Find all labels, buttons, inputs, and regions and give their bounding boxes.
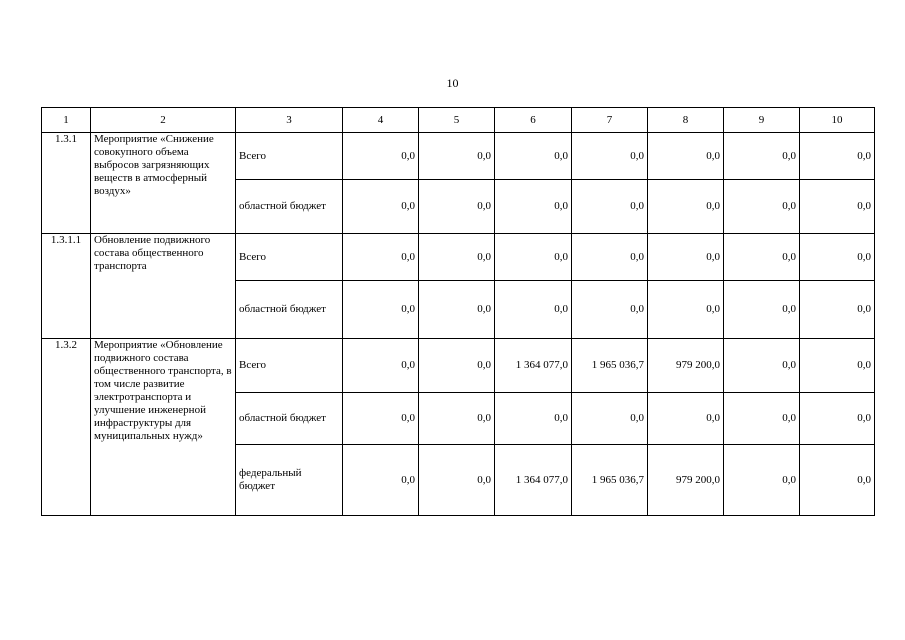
value-cell: 0,0 — [648, 281, 724, 339]
row-code: 1.3.2 — [42, 339, 91, 516]
value-cell: 0,0 — [495, 234, 572, 281]
value-cell: 0,0 — [800, 281, 875, 339]
table-row — [42, 234, 875, 281]
value-cell: 0,0 — [800, 393, 875, 445]
value-cell: 979 200,0 — [648, 445, 724, 516]
funding-source: Всего — [236, 234, 343, 281]
funding-source: областной бюджет — [236, 180, 343, 234]
table-body — [42, 133, 875, 516]
value-cell: 0,0 — [800, 180, 875, 234]
column-header: 5 — [419, 108, 495, 133]
value-cell: 0,0 — [800, 234, 875, 281]
funding-source: Всего — [236, 133, 343, 180]
row-name: Мероприятие «Снижение совокупного объема выбросов загрязняющих веществ в атмосферный воздух» — [91, 133, 236, 234]
funding-source: федеральный бюджет — [236, 445, 343, 516]
column-header: 9 — [724, 108, 800, 133]
value-cell: 0,0 — [495, 180, 572, 234]
value-cell: 0,0 — [419, 133, 495, 180]
page-number: 10 — [446, 76, 459, 90]
value-cell: 1 364 077,0 — [495, 339, 572, 393]
value-cell: 0,0 — [724, 234, 800, 281]
value-cell: 0,0 — [724, 393, 800, 445]
value-cell: 1 364 077,0 — [495, 445, 572, 516]
value-cell: 0,0 — [648, 133, 724, 180]
value-cell: 1 965 036,7 — [572, 339, 648, 393]
value-cell: 0,0 — [343, 445, 419, 516]
value-cell: 0,0 — [724, 180, 800, 234]
value-cell: 0,0 — [648, 393, 724, 445]
value-cell: 0,0 — [419, 234, 495, 281]
value-cell: 0,0 — [572, 234, 648, 281]
value-cell: 0,0 — [343, 281, 419, 339]
value-cell: 0,0 — [724, 133, 800, 180]
value-cell: 0,0 — [343, 393, 419, 445]
column-header: 2 — [91, 108, 236, 133]
value-cell: 0,0 — [419, 180, 495, 234]
value-cell: 0,0 — [800, 445, 875, 516]
header-row — [42, 108, 875, 133]
value-cell: 0,0 — [724, 445, 800, 516]
funding-source: областной бюджет — [236, 393, 343, 445]
value-cell: 0,0 — [419, 445, 495, 516]
value-cell: 0,0 — [572, 133, 648, 180]
value-cell: 0,0 — [495, 281, 572, 339]
column-header: 1 — [42, 108, 91, 133]
value-cell: 0,0 — [800, 133, 875, 180]
value-cell: 0,0 — [495, 393, 572, 445]
table-row — [42, 133, 875, 180]
value-cell: 0,0 — [724, 281, 800, 339]
value-cell: 0,0 — [343, 234, 419, 281]
funding-source: Всего — [236, 339, 343, 393]
funding-source: областной бюджет — [236, 281, 343, 339]
value-cell: 1 965 036,7 — [572, 445, 648, 516]
value-cell: 0,0 — [572, 180, 648, 234]
row-code: 1.3.1.1 — [42, 234, 91, 339]
column-header: 7 — [572, 108, 648, 133]
value-cell: 0,0 — [343, 339, 419, 393]
value-cell: 0,0 — [419, 393, 495, 445]
value-cell: 0,0 — [648, 180, 724, 234]
value-cell: 0,0 — [495, 133, 572, 180]
table-row — [42, 339, 875, 393]
column-header: 3 — [236, 108, 343, 133]
value-cell: 0,0 — [343, 133, 419, 180]
value-cell: 0,0 — [724, 339, 800, 393]
column-header: 6 — [495, 108, 572, 133]
column-header: 4 — [343, 108, 419, 133]
value-cell: 0,0 — [419, 339, 495, 393]
value-cell: 0,0 — [572, 393, 648, 445]
value-cell: 0,0 — [572, 281, 648, 339]
value-cell: 0,0 — [343, 180, 419, 234]
value-cell: 0,0 — [648, 234, 724, 281]
row-name: Мероприятие «Обновление подвижного состава общественного транспорта, в том числе развитие электротранспорта и улучшение инженерной инфраструктуры для муниципальных нужд» — [91, 339, 236, 516]
value-cell: 0,0 — [419, 281, 495, 339]
column-header: 10 — [800, 108, 875, 133]
row-name: Обновление подвижного состава общественного транспорта — [91, 234, 236, 339]
value-cell: 0,0 — [800, 339, 875, 393]
value-cell: 979 200,0 — [648, 339, 724, 393]
row-code: 1.3.1 — [42, 133, 91, 234]
budget-table — [41, 107, 875, 516]
column-header: 8 — [648, 108, 724, 133]
